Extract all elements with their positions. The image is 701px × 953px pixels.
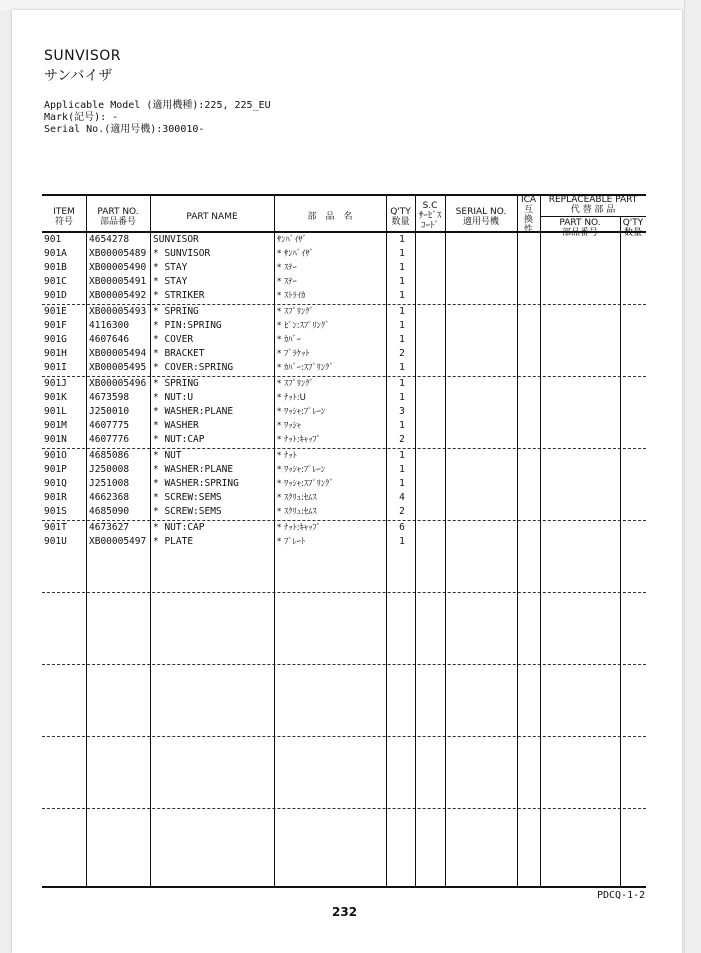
table-row	[42, 233, 646, 247]
group-separator	[42, 808, 646, 809]
table-row	[42, 535, 646, 549]
item-code: 901H	[44, 348, 67, 359]
col-header-ica	[517, 195, 540, 235]
part-number: XB00005495	[89, 362, 147, 373]
item-code: 901R	[44, 492, 67, 503]
part-name-jp: ｻﾝﾊﾞｲｻﾞ	[277, 235, 307, 245]
part-number: XB00005490	[89, 262, 147, 273]
page-title-jp: サンバイザ	[44, 68, 113, 84]
page-title-en: SUNVISOR	[44, 48, 121, 64]
item-code: 901B	[44, 262, 67, 273]
part-name-jp: * ｶﾊﾞｰ	[277, 335, 301, 345]
part-number: 4673598	[89, 392, 130, 403]
part-name: * WASHER	[153, 420, 199, 431]
part-name-jp: * ﾅｯﾄ	[277, 451, 297, 461]
part-name: * BRACKET	[153, 348, 205, 359]
col-header-jp-name: 部 品 名	[307, 212, 353, 222]
col-header-sc-1: S.C	[422, 201, 438, 211]
col-header-repl-qty-jp: 数量	[623, 228, 642, 238]
viewer-top-bar	[0, 0, 701, 10]
col-header-repl-qty-en: Q'TY	[622, 218, 644, 228]
item-code: 901O	[44, 450, 67, 461]
col-header-ica-1: ICA	[520, 195, 537, 205]
part-name-jp: * ﾜｯｼｬ:ｽﾌﾟﾘﾝｸﾞ	[277, 479, 334, 489]
col-header-part-no	[86, 207, 150, 227]
quantity: 1	[399, 334, 405, 345]
col-header-replaceable-jp: 代 替 部 品	[570, 205, 616, 215]
viewer-scrollbar[interactable]	[684, 0, 701, 953]
quantity: 1	[399, 248, 405, 259]
quantity: 2	[399, 348, 405, 359]
quantity: 1	[399, 378, 405, 389]
quantity: 1	[399, 450, 405, 461]
serial-label: Serial No.(適用号機):300010-	[44, 124, 205, 135]
col-header-ica-4: 性	[523, 225, 533, 235]
table-row	[42, 391, 646, 405]
part-number: 4685086	[89, 450, 130, 461]
table-row	[42, 405, 646, 419]
group-separator	[42, 664, 646, 665]
part-number: XB00005491	[89, 276, 147, 287]
part-name: * WASHER:PLANE	[153, 406, 234, 417]
part-name-jp: * ﾌﾞﾗｹｯﾄ	[277, 349, 310, 359]
item-code: 901F	[44, 320, 67, 331]
quantity: 1	[399, 392, 405, 403]
item-code: 901A	[44, 248, 67, 259]
col-header-qty	[386, 207, 415, 227]
part-name: * COVER	[153, 334, 194, 345]
item-code: 901N	[44, 434, 67, 445]
col-header-qty-jp: 数量	[391, 217, 410, 227]
col-header-qty-en: Q'TY	[390, 207, 411, 217]
col-header-sc-2: ｻｰﾋﾞｽ	[418, 211, 442, 221]
table-row	[42, 361, 646, 375]
quantity: 2	[399, 434, 405, 445]
quantity: 1	[399, 478, 405, 489]
item-code: 901T	[44, 522, 67, 533]
table-row	[42, 247, 646, 261]
part-name-jp: * ｻﾝﾊﾞｲｻﾞ	[277, 249, 314, 259]
quantity: 1	[399, 464, 405, 475]
col-header-sc-3: ｺｰﾄﾞ	[420, 221, 439, 231]
item-code: 901D	[44, 290, 67, 301]
part-name: * WASHER:PLANE	[153, 464, 234, 475]
quantity: 1	[399, 262, 405, 273]
table-row	[42, 319, 646, 333]
part-number: XB00005489	[89, 248, 147, 259]
part-name-jp: * ｽｸﾘｭ:ｾﾑｽ	[277, 507, 317, 517]
part-number: 4662368	[89, 492, 130, 503]
part-name-jp: * ｽﾃｰ	[277, 277, 297, 287]
item-code: 901L	[44, 406, 67, 417]
col-header-repl-part-no-jp: 部品番号	[561, 228, 598, 238]
part-number: J250010	[89, 406, 130, 417]
document-page	[12, 10, 682, 953]
col-header-item-en: ITEM	[53, 207, 75, 217]
part-number: XB00005496	[89, 378, 147, 389]
part-name-jp: * ｽﾌﾟﾘﾝｸﾞ	[277, 379, 314, 389]
part-name: * SCREW:SEMS	[153, 492, 222, 503]
item-code: 901K	[44, 392, 67, 403]
item-code: 901J	[44, 378, 67, 389]
quantity: 1	[399, 276, 405, 287]
part-name-jp: * ﾅｯﾄ:ｷｬｯﾌﾟ	[277, 435, 321, 445]
quantity: 1	[399, 362, 405, 373]
col-header-repl-part-no-en: PART NO.	[559, 218, 601, 228]
part-name-jp: * ｽﾄﾗｲｶ	[277, 291, 306, 301]
part-name: * PIN:SPRING	[153, 320, 222, 331]
table-row	[42, 289, 646, 303]
mark-label: Mark(記号): -	[44, 112, 119, 123]
col-header-service-code	[415, 201, 445, 231]
part-name-jp: * ﾅｯﾄ:ｷｬｯﾌﾟ	[277, 523, 321, 533]
item-code: 901P	[44, 464, 67, 475]
part-name-jp: * ｽｸﾘｭ:ｾﾑｽ	[277, 493, 317, 503]
part-name: * NUT	[153, 450, 182, 461]
item-code: 901	[44, 234, 62, 245]
col-header-ica-2: 互	[523, 205, 533, 215]
part-name-jp: * ｽﾃｰ	[277, 263, 297, 273]
part-name-jp: * ｶﾊﾞｰ:ｽﾌﾟﾘﾝｸﾞ	[277, 363, 334, 373]
quantity: 1	[399, 536, 405, 547]
part-name-jp: * ﾌﾟﾚｰﾄ	[277, 537, 306, 547]
part-number: 4685090	[89, 506, 130, 517]
parts-table	[42, 182, 646, 888]
group-separator	[42, 592, 646, 593]
item-code: 901Q	[44, 478, 67, 489]
item-code: 901S	[44, 506, 67, 517]
part-name: * COVER:SPRING	[153, 362, 234, 373]
table-row	[42, 305, 646, 319]
part-number: 4607646	[89, 334, 130, 345]
part-name: * NUT:CAP	[153, 522, 205, 533]
quantity: 1	[399, 290, 405, 301]
table-row	[42, 505, 646, 519]
col-header-serial-no-en: SERIAL NO.	[455, 207, 507, 217]
part-number: XB00005493	[89, 306, 147, 317]
table-row	[42, 521, 646, 535]
part-name-jp: * ﾜｯｼｬ:ﾌﾟﾚｰﾝ	[277, 407, 326, 417]
part-name: * STAY	[153, 262, 188, 273]
quantity: 2	[399, 506, 405, 517]
item-code: 901G	[44, 334, 67, 345]
part-number: 4673627	[89, 522, 130, 533]
part-number: 4654278	[89, 234, 130, 245]
part-number: XB00005494	[89, 348, 147, 359]
table-row	[42, 491, 646, 505]
item-code: 901M	[44, 420, 67, 431]
quantity: 1	[399, 306, 405, 317]
item-code: 901E	[44, 306, 67, 317]
part-name: * SUNVISOR	[153, 248, 211, 259]
part-number: 4607776	[89, 434, 130, 445]
table-row	[42, 449, 646, 463]
part-number: XB00005497	[89, 536, 147, 547]
part-name: * PLATE	[153, 536, 194, 547]
part-number: J250008	[89, 464, 130, 475]
table-row	[42, 333, 646, 347]
item-code: 901C	[44, 276, 67, 287]
col-header-part-no-jp: 部品番号	[99, 217, 136, 227]
part-name-jp: * ﾜｯｼｬ:ﾌﾟﾚｰﾝ	[277, 465, 326, 475]
part-name-jp: * ｽﾌﾟﾘﾝｸﾞ	[277, 307, 314, 317]
part-name: * SCREW:SEMS	[153, 506, 222, 517]
col-header-serial-no-jp: 適用号機	[462, 217, 499, 227]
applicable-model: Applicable Model (適用機種):225, 225_EU	[44, 100, 271, 111]
item-code: 901U	[44, 536, 67, 547]
col-header-part-name: PART NAME	[186, 212, 238, 222]
col-header-item-jp: 符号	[54, 217, 73, 227]
col-header-part-no-en: PART NO.	[97, 207, 139, 217]
item-code: 901I	[44, 362, 67, 373]
quantity: 4	[399, 492, 405, 503]
col-header-replaceable-en: REPLACEABLE PART	[548, 195, 638, 205]
part-name: * STRIKER	[153, 290, 205, 301]
part-name: * STAY	[153, 276, 188, 287]
col-header-ica-3: 換	[523, 215, 533, 225]
part-name-jp: * ﾅｯﾄ:U	[277, 393, 306, 403]
part-name-jp: * ﾜｯｼｬ	[277, 421, 301, 431]
quantity: 1	[399, 320, 405, 331]
table-bottom-rule	[42, 886, 646, 888]
col-header-replaceable	[540, 195, 646, 215]
part-number: XB00005492	[89, 290, 147, 301]
table-row	[42, 477, 646, 491]
col-header-serial-no	[445, 207, 517, 227]
part-name-jp: * ﾋﾟﾝ:ｽﾌﾟﾘﾝｸﾞ	[277, 321, 330, 331]
quantity: 6	[399, 522, 405, 533]
part-number: 4607775	[89, 420, 130, 431]
table-row	[42, 433, 646, 447]
quantity: 1	[399, 420, 405, 431]
part-name: * NUT:U	[153, 392, 194, 403]
table-row	[42, 347, 646, 361]
replaceable-subheader-rule	[540, 216, 646, 217]
group-separator	[42, 736, 646, 737]
table-row	[42, 377, 646, 391]
part-number: J251008	[89, 478, 130, 489]
page-number: 232	[332, 905, 358, 919]
quantity: 1	[399, 234, 405, 245]
part-name: * SPRING	[153, 306, 199, 317]
table-row	[42, 261, 646, 275]
document-code: PDCQ-1-2	[597, 890, 646, 901]
table-row	[42, 419, 646, 433]
col-header-item	[42, 207, 86, 227]
table-row	[42, 275, 646, 289]
part-name: * SPRING	[153, 378, 199, 389]
part-name: * NUT:CAP	[153, 434, 205, 445]
table-row	[42, 463, 646, 477]
part-number: 4116300	[89, 320, 130, 331]
quantity: 3	[399, 406, 405, 417]
part-name: * WASHER:SPRING	[153, 478, 239, 489]
part-name: SUNVISOR	[153, 234, 199, 245]
